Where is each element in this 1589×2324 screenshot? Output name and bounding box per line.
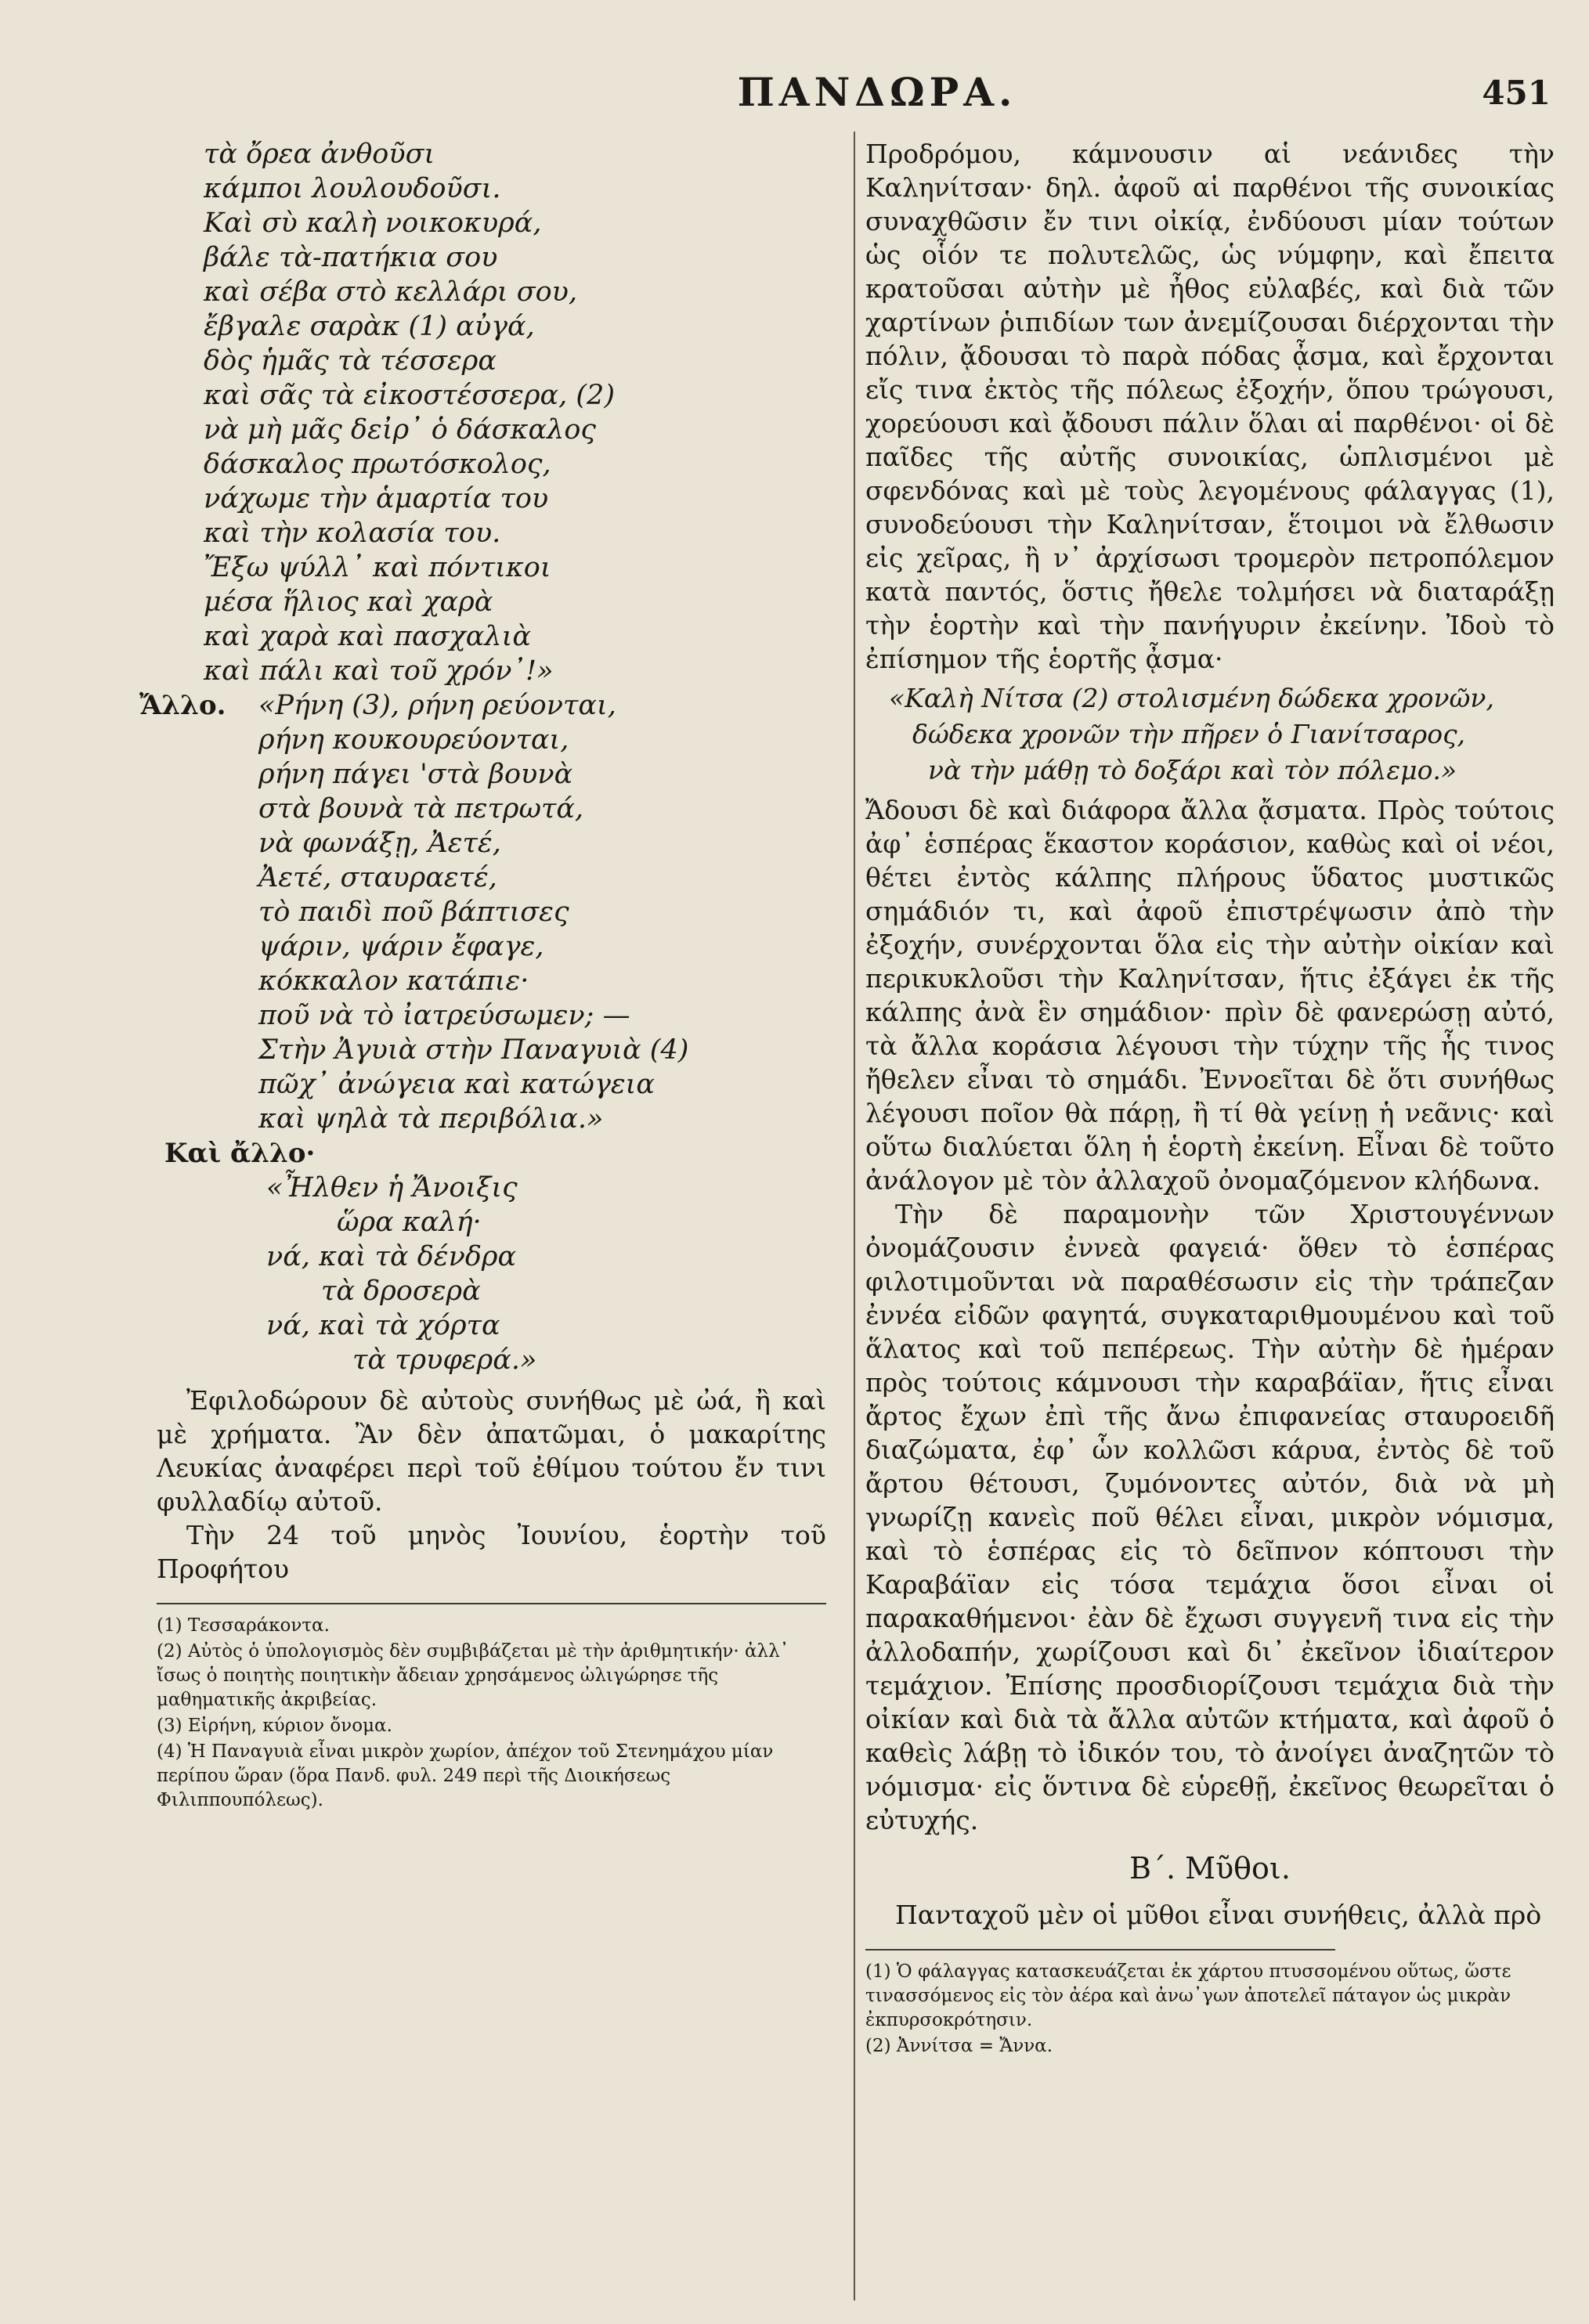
verse-line: ρήνη πάγει 'στὰ βουνὰ	[258, 759, 573, 790]
verse-line: τὰ δροσερὰ	[321, 1276, 481, 1307]
verse-line: καὶ σᾶς τὰ εἰκοστέσσερα, (2)	[204, 380, 615, 411]
verse-line: Καὶ σὺ καλὴ νοικοκυρά,	[204, 208, 542, 239]
verse-line: βάλε τὰ-πατήκια σου	[204, 242, 498, 273]
verse-line: δὸς ἡμᾶς τὰ τέσσερα	[204, 345, 497, 377]
verse-line: μέσα ἥλιος καὶ χαρὰ	[204, 586, 493, 618]
song-verse	[157, 1171, 826, 1377]
verse-line: πῶχ᾽ ἀνώγεια καὶ κατώγεια	[258, 1069, 655, 1100]
verse-line: νάχωμε τὴν ἁμαρτία του	[204, 483, 549, 514]
page-number: 451	[1482, 74, 1551, 112]
verse-line: Ἀετέ, σταυραετέ,	[258, 862, 497, 893]
verse-line: ποῦ νὰ τὸ ἰατρεύσωμεν; —	[258, 1000, 630, 1031]
verse-line: νὰ φωνάξῃ, Ἀετέ,	[258, 828, 501, 859]
song-verse	[157, 137, 826, 688]
verse-line: «Ἦλθεν ἡ Ἄνοιξις	[266, 1172, 518, 1204]
verse-line: Ἔξω ψύλλ᾽ καὶ πόντικοι	[204, 552, 551, 583]
paragraph: Τὴν δὲ παραμονὴν τῶν Χριστουγέννων ὀνομάζουσιν ἐννεὰ φαγειά· ὅθεν τὸ ἑσπέρας φιλοτιμοῦνται νὰ παραθέσωσιν εἰς τὴν τράπεζαν ἐννέα εἰδῶν φαγητά, συγκαταριθμουμένου καὶ τοῦ ἅλατος καὶ τοῦ πεπέρεως. Τὴν αὐτὴν δὲ ἡμέραν πρὸς τούτοις κάμνουσι τὴν καραβάϊαν, ἥτις εἶναι ἄρτος ἔχων ἐπὶ τῆς ἄνω ἐπιφανείας σταυροειδῆ διαζώματα, ἐφ᾽ ὧν κολλῶσι κάρυα, ἐντὸς δὲ τοῦ ἄρτου θέτουσι, ζυμόνοντες αὐτόν, διὰ νὰ μὴ γνωρίζῃ κανεὶς ποῦ θέλει εἶναι, μικρὸν νόμισμα, καὶ τὸ ἑσπέρας εἰς τὸ δεῖπνον κόπτουσι τὴν Καραβάϊαν εἰς τόσα τεμάχια ὅσοι εἶναι οἱ παρακαθήμενοι· ἐὰν δὲ ἔχωσι συγγενῆ τινα εἰς τὴν ἀλλοδαπήν, χωρίζουσι καὶ δι᾽ ἐκεῖνον ἰδιαίτερον τεμάχιον. Ἐπίσης προσδιορίζουσι τεμάχια διὰ τὴν οἰκίαν καὶ διὰ τὰ ἄλλα αὐτῶν κτήματα, καὶ ἀφοῦ ὁ καθεὶς λάβῃ τὸ ἰδικόν του, τὸ ἀνοίγει ἀναζητῶν τὸ νόμισμα· εἰς ὅντινα δὲ εὑρεθῇ, ἐκεῖνος θεωρεῖται ὁ εὐτυχής.	[865, 1199, 1555, 1835]
footnotes	[157, 1614, 826, 1813]
verse-line: Στὴν Ἀγυιὰ στὴν Παναγυιὰ (4)	[258, 1034, 689, 1066]
right-column	[865, 137, 1555, 2060]
verse-line: τὰ τρυφερά.»	[352, 1344, 537, 1376]
label-kai-allo: Καὶ ἄλλο·	[164, 1138, 316, 1169]
paragraph: Ἐφιλοδώρουν δὲ αὐτοὺς συνήθως μὲ ὠά, ἢ καὶ μὲ χρήματα. Ἂν δὲν ἀπατῶμαι, ὁ μακαρίτης Λευκίας ἀναφέρει περὶ τοῦ ἐθίμου τούτου ἔν τινι φυλλαδίῳ αὐτοῦ.	[157, 1385, 826, 1517]
footnote: (2) Αὐτὸς ὁ ὑπολογισμὸς δὲν συμβιβάζεται μὲ τὴν ἀριθμητικήν· ἀλλ᾽ ἴσως ὁ ποιητὴς ποιητικὴν ἄδειαν χρησάμενος ὠλιγώρησε τῆς μαθηματικῆς ἀκριβείας.	[157, 1641, 789, 1710]
song-verse	[157, 688, 826, 1136]
verse-line: δάσκαλος πρωτόσκολος,	[204, 449, 551, 480]
paragraph: Προδρόμου, κάμνουσιν αἱ νεάνιδες τὴν Καληνίτσαν· δηλ. ἀφοῦ αἱ παρθένοι τῆς συνοικίας συναχθῶσιν ἔν τινι οἰκίᾳ, ἐνδύουσι μίαν τούτων ὡς οἷόν τε πολυτελῶς, ὡς νύμφην, καὶ ἔπειτα κρατοῦσαι αὐτὴν μὲ ἦθος εὐλαβές, καὶ διὰ τῶν χαρτίνων ῥιπιδίων των ἀνεμίζουσαι διέρχονται τὴν πόλιν, ᾄδουσαι τὸ παρὰ πόδας ᾆσμα, καὶ ἔρχονται εἴς τινα ἐκτὸς τῆς πόλεως ἐξοχήν, ὅπου τρώγουσι, χορεύουσι καὶ ᾄδουσι πάλιν ὅλαι αἱ παρθένοι· οἱ δὲ παῖδες τῆς αὐτῆς συνοικίας, ὡπλισμένοι μὲ σφενδόνας καὶ μὲ τοὺς λεγομένους φάλαγγας (1), συνοδεύουσι τὴν Καληνίτσαν, ἕτοιμοι νὰ ἔλθωσιν εἰς χεῖρας, ἢ ν᾽ ἀρχίσωσι τρομερὸν πετροπόλεμον κατὰ παντός, ὅστις ἤθελε τολμήσει νὰ διαταράξῃ τὴν ἑορτὴν καὶ τὴν πανήγυριν ἐκείνην. Ἰδοὺ τὸ ἐπίσημον τῆς ἑορτῆς ᾆσμα·	[865, 139, 1555, 674]
verse-line: ψάριν, ψάριν ἔφαγε,	[258, 931, 544, 962]
verse-line: τὸ παιδὶ ποῦ βάπτισες	[258, 897, 569, 928]
verse-line: κόκκαλον κατάπιε·	[258, 965, 529, 997]
verse-line: τὰ ὄρεα ἀνθοῦσι	[204, 139, 435, 170]
verse-line: «Καλὴ Νίτσα (2) στολισμένη δώδεκα χρονῶν,	[889, 683, 1494, 713]
verse-line: ὥρα καλή·	[337, 1207, 482, 1238]
verse-line: ἔβγαλε σαρὰκ (1) αὐγά,	[204, 311, 535, 342]
footnote: (4) Ἡ Παναγυιὰ εἶναι μικρὸν χωρίον, ἀπέχον τοῦ Στενημάχου μίαν περίπου ὥραν (ὅρα Πανδ. φυλ. 249 περὶ τῆς Διοικήσεως Φιλιππουπόλεως).	[157, 1741, 774, 1810]
footnote: (1) Τεσσαράκοντα.	[157, 1615, 330, 1636]
paragraph: Ἄδουσι δὲ καὶ διάφορα ἄλλα ᾄσματα. Πρὸς τούτοις ἀφ᾽ ἑσπέρας ἕκαστον κοράσιον, καθὼς καὶ οἱ νέοι, θέτει ἐντὸς κάλπης πλήρους ὕδατος μυστικῶς σημάδιόν τι, καὶ ἀφοῦ ἐπιστρέψωσιν ἀπὸ τὴν ἐξοχήν, συνέρχονται ὅλα εἰς τὴν αὐτὴν οἰκίαν καὶ περικυκλοῦσι τὴν Καληνίτσαν, ἥτις ἐξάγει ἐκ τῆς κάλπης ἀνὰ ἓν σημάδιον· πρὶν δὲ φανερώσῃ αὐτό, τὰ ἄλλα κοράσια λέγουσι τὴν τύχην τῆς ἧς τινος ἤθελεν εἶναι τὸ σημάδι. Ἐννοεῖται δὲ ὅτι συνήθως λέγουσι ποῖον θὰ πάρῃ, ἢ τί θὰ γείνῃ ἡ νεᾶνις· καὶ οὕτω διαλύεται ὅλη ἡ ἑορτὴ ἐκείνη. Εἶναι δὲ τοῦτο ἀνάλογον μὲ τὸν ἀλλαχοῦ ὀνομαζόμενον κλήδωνα.	[865, 795, 1555, 1196]
left-column	[139, 137, 826, 1814]
verse-line: κάμποι λουλουδοῦσι.	[204, 173, 501, 204]
label-allo: Ἄλλο.	[139, 690, 226, 721]
paragraph: Πανταχοῦ μὲν οἱ μῦθοι εἶναι συνήθεις, ἀλλὰ πρὸ	[895, 1900, 1542, 1930]
footnote-rule	[865, 1949, 1335, 1951]
footnotes	[865, 1960, 1555, 2059]
running-title: ΠΑΝΔΩΡΑ.	[737, 69, 1017, 115]
verse-line: νά, καὶ τὰ δένδρα	[266, 1241, 517, 1272]
verse-line: ρήνη κουκουρεύονται,	[258, 724, 569, 756]
verse-line: νὰ τὴν μάθῃ τὸ δοξάρι καὶ τὸν πόλεμο.»	[928, 755, 1457, 785]
column-divider	[854, 132, 855, 2301]
verse-line: δώδεκα χρονῶν τὴν πῆρεν ὁ Γιανίτσαρος,	[912, 719, 1466, 749]
song-verse	[865, 680, 1555, 788]
footnote: (1) Ὁ φάλαγγας κατασκευάζεται ἐκ χάρτου πτυσσομένου οὕτως, ὥστε τινασσόμενος εἰς τὸν ἀέρα καὶ ἀνω᾽γων ἀποτελεῖ πάταγον ὡς μικρὰν ἐκπυρσοκρότησιν.	[865, 1961, 1511, 2030]
footnote-rule	[157, 1603, 826, 1604]
verse-line: καὶ τὴν κολασία του.	[204, 518, 501, 549]
verse-line: καὶ πάλι καὶ τοῦ χρόν᾽!»	[204, 655, 554, 687]
verse-line: «Ρήνη (3), ρήνη ρεύονται,	[258, 690, 616, 721]
verse-line: νά, καὶ τὰ χόρτα	[266, 1310, 500, 1341]
paragraph: Τὴν 24 τοῦ μηνὸς Ἰουνίου, ἑορτὴν τοῦ Προφήτου	[157, 1520, 826, 1584]
footnote: (2) Ἀννίτσα = Ἄννα.	[865, 2036, 1053, 2056]
verse-line: καὶ ψηλὰ τὰ περιβόλια.»	[258, 1103, 604, 1135]
footnote: (3) Εἰρήνη, κύριον ὄνομα.	[157, 1716, 392, 1736]
page-header	[0, 61, 1589, 124]
section-heading: Β΄. Μῦθοι.	[1129, 1851, 1291, 1886]
verse-line: καὶ χαρὰ καὶ πασχαλιὰ	[204, 621, 531, 652]
verse-line: νὰ μὴ μᾶς δεἰρ᾽ ὁ δάσκαλος	[204, 414, 597, 446]
verse-line: στὰ βουνὰ τὰ πετρωτά,	[258, 793, 584, 825]
verse-line: καὶ σέβα στὸ κελλάρι σου,	[204, 276, 578, 308]
